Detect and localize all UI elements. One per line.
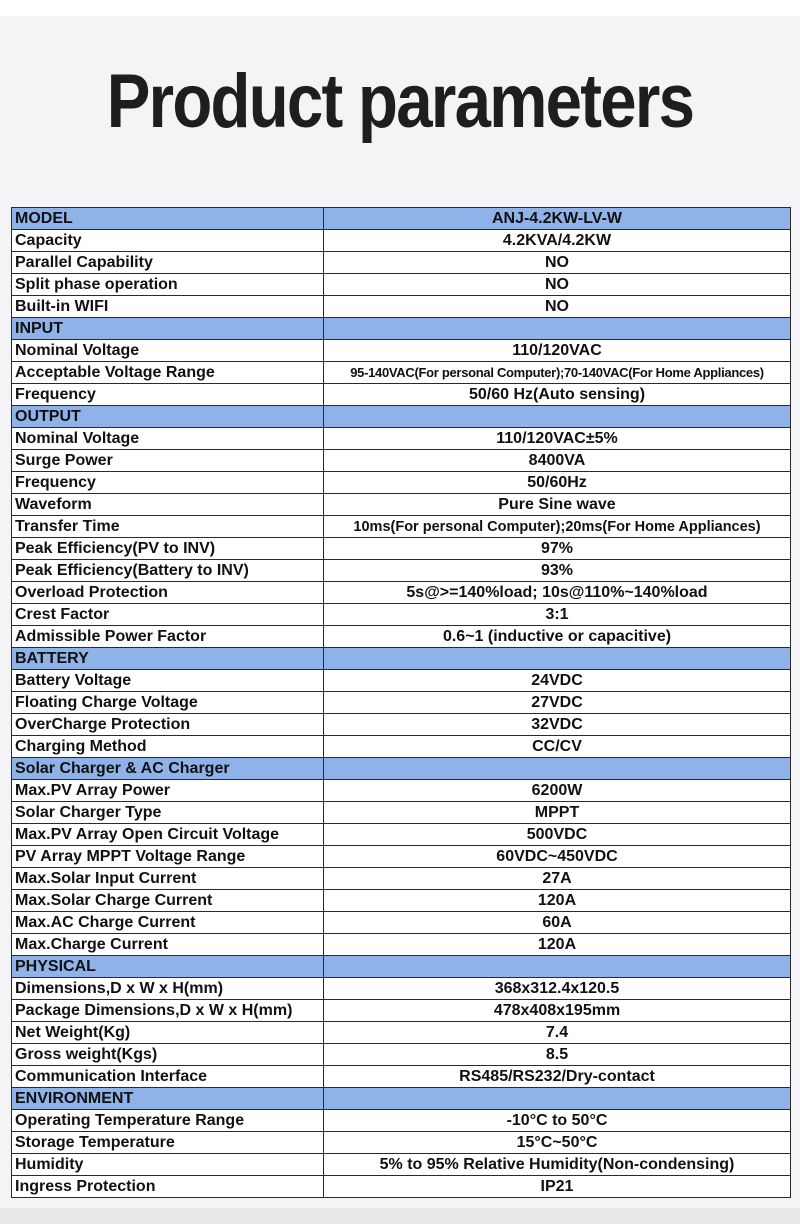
section-header-row: [12, 318, 791, 340]
parameter-value: 27A: [324, 868, 791, 890]
parameter-value: 7.4: [324, 1022, 791, 1044]
table-row: [12, 296, 791, 318]
parameter-value: [324, 406, 791, 428]
parameter-label: Max.Charge Current: [12, 934, 324, 956]
table-row: [12, 890, 791, 912]
parameter-label: Ingress Protection: [12, 1176, 324, 1198]
table-row: [12, 604, 791, 626]
parameter-label: Package Dimensions,D x W x H(mm): [12, 1000, 324, 1022]
parameter-value: 478x408x195mm: [324, 1000, 791, 1022]
parameter-label: Split phase operation: [12, 274, 324, 296]
parameter-label: Gross weight(Kgs): [12, 1044, 324, 1066]
parameter-value: 60VDC~450VDC: [324, 846, 791, 868]
parameter-label: Max.AC Charge Current: [12, 912, 324, 934]
table-row: [12, 516, 791, 538]
table-row: [12, 362, 791, 384]
table-row: [12, 934, 791, 956]
parameter-value: MPPT: [324, 802, 791, 824]
parameter-value: IP21: [324, 1176, 791, 1198]
table-row: [12, 1000, 791, 1022]
parameter-value: 120A: [324, 934, 791, 956]
spec-table: [11, 207, 791, 1198]
parameter-value: 5% to 95% Relative Humidity(Non-condensing): [324, 1154, 791, 1176]
table-row: [12, 846, 791, 868]
parameter-value: 15°C~50°C: [324, 1132, 791, 1154]
table-row: [12, 912, 791, 934]
parameter-value: 93%: [324, 560, 791, 582]
parameter-value: 0.6~1 (inductive or capacitive): [324, 626, 791, 648]
parameter-label: Max.Solar Charge Current: [12, 890, 324, 912]
table-row: [12, 560, 791, 582]
parameter-value: CC/CV: [324, 736, 791, 758]
table-row: [12, 1022, 791, 1044]
parameter-value: [324, 318, 791, 340]
parameter-value: 60A: [324, 912, 791, 934]
table-row: [12, 384, 791, 406]
parameter-value: 4.2KVA/4.2KW: [324, 230, 791, 252]
section-title: INPUT: [12, 318, 324, 340]
table-row: [12, 538, 791, 560]
parameter-label: Nominal Voltage: [12, 428, 324, 450]
section-title: BATTERY: [12, 648, 324, 670]
parameter-value: NO: [324, 252, 791, 274]
bottom-band: [0, 1208, 800, 1224]
table-row: [12, 472, 791, 494]
parameter-value: NO: [324, 274, 791, 296]
table-row: [12, 802, 791, 824]
parameter-value: 24VDC: [324, 670, 791, 692]
parameter-value: -10°C to 50°C: [324, 1110, 791, 1132]
parameter-value: 97%: [324, 538, 791, 560]
parameter-value: [324, 648, 791, 670]
section-title: PHYSICAL: [12, 956, 324, 978]
parameter-label: Operating Temperature Range: [12, 1110, 324, 1132]
parameter-value: NO: [324, 296, 791, 318]
parameter-value: 50/60 Hz(Auto sensing): [324, 384, 791, 406]
parameter-value: ANJ-4.2KW-LV-W: [324, 208, 791, 230]
parameter-label: Battery Voltage: [12, 670, 324, 692]
table-row: [12, 670, 791, 692]
parameter-label: Crest Factor: [12, 604, 324, 626]
table-row: [12, 868, 791, 890]
parameter-value: [324, 956, 791, 978]
parameter-value: 10ms(For personal Computer);20ms(For Home Appliances): [324, 516, 791, 538]
parameter-label: Floating Charge Voltage: [12, 692, 324, 714]
parameter-label: Frequency: [12, 384, 324, 406]
table-row: [12, 824, 791, 846]
table-row: [12, 1044, 791, 1066]
parameter-label: Frequency: [12, 472, 324, 494]
parameter-value: 110/120VAC±5%: [324, 428, 791, 450]
page-title: Product parameters: [106, 59, 694, 144]
table-row: [12, 780, 791, 802]
parameter-label: Transfer Time: [12, 516, 324, 538]
parameter-label: Solar Charger Type: [12, 802, 324, 824]
table-row: [12, 450, 791, 472]
parameter-value: 3:1: [324, 604, 791, 626]
parameter-label: Net Weight(Kg): [12, 1022, 324, 1044]
parameter-value: 120A: [324, 890, 791, 912]
parameter-label: OverCharge Protection: [12, 714, 324, 736]
table-row: [12, 1066, 791, 1088]
parameter-label: Built-in WIFI: [12, 296, 324, 318]
table-row: [12, 1176, 791, 1198]
table-row: [12, 582, 791, 604]
spec-table-body: [12, 208, 791, 1198]
parameter-label: Nominal Voltage: [12, 340, 324, 362]
parameter-value: 110/120VAC: [324, 340, 791, 362]
parameter-label: Storage Temperature: [12, 1132, 324, 1154]
table-row: [12, 274, 791, 296]
parameter-label: Max.PV Array Open Circuit Voltage: [12, 824, 324, 846]
section-header-row: [12, 406, 791, 428]
parameter-label: Waveform: [12, 494, 324, 516]
parameter-value: 368x312.4x120.5: [324, 978, 791, 1000]
parameter-label: Admissible Power Factor: [12, 626, 324, 648]
table-row: [12, 494, 791, 516]
table-row: [12, 428, 791, 450]
parameter-label: PV Array MPPT Voltage Range: [12, 846, 324, 868]
top-band: [0, 0, 800, 16]
section-header-row: [12, 1088, 791, 1110]
parameter-label: Capacity: [12, 230, 324, 252]
table-row: [12, 230, 791, 252]
parameter-label: Max.PV Array Power: [12, 780, 324, 802]
table-row: [12, 714, 791, 736]
section-header-row: [12, 956, 791, 978]
section-header-row: [12, 208, 791, 230]
section-header-row: [12, 648, 791, 670]
parameter-value: RS485/RS232/Dry-contact: [324, 1066, 791, 1088]
parameter-label: Dimensions,D x W x H(mm): [12, 978, 324, 1000]
table-row: [12, 692, 791, 714]
parameter-value: 6200W: [324, 780, 791, 802]
parameter-value: 95-140VAC(For personal Computer);70-140VAC(For Home Appliances): [324, 362, 791, 384]
section-header-row: [12, 758, 791, 780]
parameter-value: 8.5: [324, 1044, 791, 1066]
parameter-value: 500VDC: [324, 824, 791, 846]
table-row: [12, 252, 791, 274]
parameter-label: Peak Efficiency(PV to INV): [12, 538, 324, 560]
table-row: [12, 1110, 791, 1132]
section-title: MODEL: [12, 208, 324, 230]
table-row: [12, 1154, 791, 1176]
parameter-value: [324, 1088, 791, 1110]
parameter-label: Communication Interface: [12, 1066, 324, 1088]
section-title: ENVIRONMENT: [12, 1088, 324, 1110]
parameter-label: Max.Solar Input Current: [12, 868, 324, 890]
parameter-value: 32VDC: [324, 714, 791, 736]
parameter-label: Peak Efficiency(Battery to INV): [12, 560, 324, 582]
parameter-value: 5s@>=140%load; 10s@110%~140%load: [324, 582, 791, 604]
table-row: [12, 626, 791, 648]
parameter-label: Acceptable Voltage Range: [12, 362, 324, 384]
parameter-value: 50/60Hz: [324, 472, 791, 494]
table-row: [12, 736, 791, 758]
table-row: [12, 1132, 791, 1154]
table-row: [12, 340, 791, 362]
parameter-label: Charging Method: [12, 736, 324, 758]
parameter-label: Surge Power: [12, 450, 324, 472]
parameter-label: Humidity: [12, 1154, 324, 1176]
parameter-label: Overload Protection: [12, 582, 324, 604]
table-row: [12, 978, 791, 1000]
section-title: OUTPUT: [12, 406, 324, 428]
parameter-value: 8400VA: [324, 450, 791, 472]
parameter-value: 27VDC: [324, 692, 791, 714]
parameter-value: Pure Sine wave: [324, 494, 791, 516]
parameter-label: Parallel Capability: [12, 252, 324, 274]
section-title: Solar Charger & AC Charger: [12, 758, 324, 780]
parameter-value: [324, 758, 791, 780]
